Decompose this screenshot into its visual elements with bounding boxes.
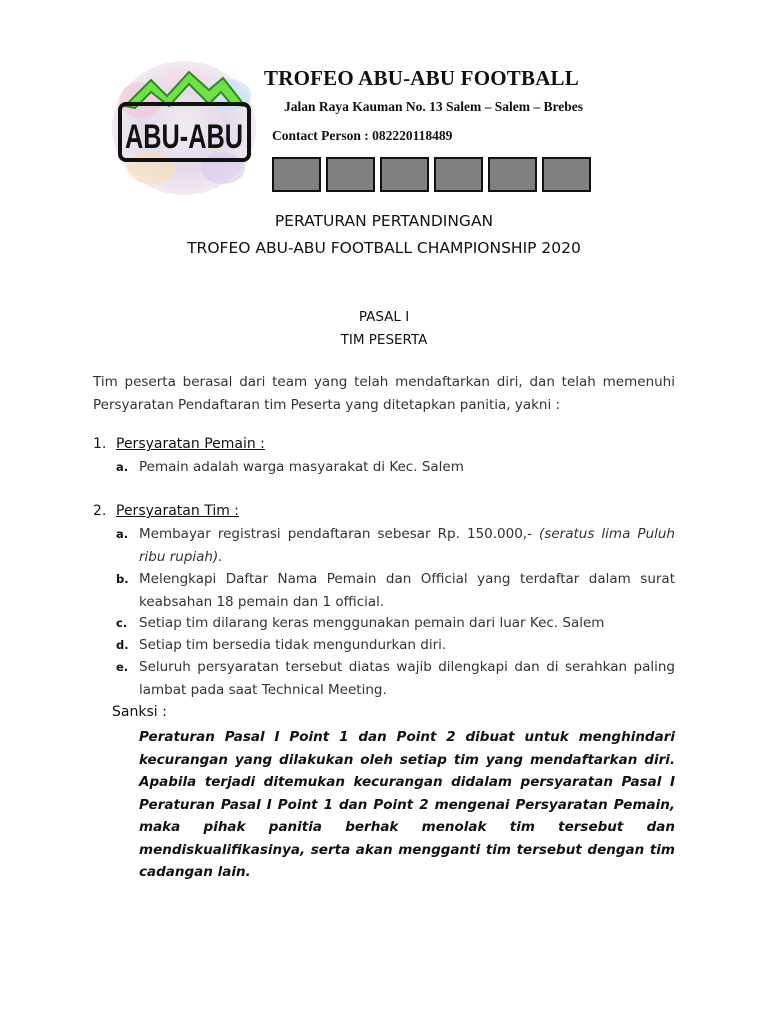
list-item-letter: a.	[116, 527, 129, 541]
list-item	[116, 456, 675, 479]
color-boxes	[272, 157, 591, 192]
color-box	[542, 157, 591, 192]
sanksi-label: Sanksi :	[112, 704, 167, 720]
pasal-name: TIM PESERTA	[340, 332, 428, 348]
list-item-text: Melengkapi Daftar Nama Pemain dan Official yang terdaftar dalam surat keabsahan 18 pemain dan 1 official.	[139, 571, 675, 610]
color-box	[434, 157, 483, 192]
document-title: PERATURAN PERTANDINGAN	[274, 212, 494, 230]
list-item	[116, 656, 675, 701]
section-title: Persyaratan Pemain :	[116, 436, 265, 452]
list-item-letter: a.	[116, 460, 129, 474]
list-item-text-main: Membayar registrasi pendaftaran sebesar Rp. 150.000,-	[139, 526, 540, 542]
list-item-text: Seluruh persyaratan tersebut diatas wajib dilengkapi dan di serahkan paling lambat pada saat Technical Meeting.	[139, 659, 675, 698]
section-number: 2.	[93, 503, 107, 519]
list-item	[116, 612, 675, 635]
list-item	[116, 523, 675, 568]
section-number: 1.	[93, 436, 107, 452]
organization-address: Jalan Raya Kauman No. 13 Salem – Salem – Brebes	[284, 99, 584, 114]
sanksi-text: Peraturan Pasal I Point 1 dan Point 2 dibuat untuk menghindari kecurangan yang dilakukan oleh setiap tim yang mendaftarkan diri. Apabila terjadi ditemukan kecurangan didalam persyaratan Pasal I Peraturan Pasal I Point 1 dan Point 2 mengenai Persyaratan Pemain, maka pihak panitia berhak menolak tim tersebut dan mendiskualifikasinya, serta akan mengganti tim tersebut dengan tim cadangan lain.	[139, 729, 675, 880]
color-box	[326, 157, 375, 192]
color-box	[380, 157, 429, 192]
document-subtitle: TROFEO ABU-ABU FOOTBALL CHAMPIONSHIP 2020	[187, 239, 581, 257]
section-title: Persyaratan Tim :	[116, 503, 240, 519]
list-item	[116, 634, 675, 657]
logo-text: ABU-ABU	[125, 118, 243, 156]
list-item-text-italic: (seratus lima Puluh ribu rupiah).	[139, 526, 675, 565]
list-item-letter: c.	[116, 616, 128, 630]
color-box	[272, 157, 321, 192]
list-item-letter: e.	[116, 660, 129, 674]
list-item-text	[139, 523, 675, 568]
list-item	[116, 568, 675, 613]
contact-person: Contact Person : 082220118489	[272, 128, 453, 143]
list-item-text: Pemain adalah warga masyarakat di Kec. Salem	[139, 459, 464, 475]
color-box	[488, 157, 537, 192]
intro-paragraph: Tim peserta berasal dari team yang telah mendaftarkan diri, dan telah memenuhi Persyaratan Pendaftaran tim Peserta yang ditetapkan panitia, yakni :	[93, 374, 675, 413]
organization-name: TROFEO ABU-ABU FOOTBALL	[264, 66, 579, 90]
list-item-text: Setiap tim bersedia tidak mengundurkan diri.	[139, 637, 447, 653]
list-item-text: Setiap tim dilarang keras menggunakan pemain dari luar Kec. Salem	[139, 615, 605, 631]
list-item-letter: d.	[116, 638, 129, 652]
logo	[111, 60, 257, 196]
pasal-number: PASAL I	[358, 309, 410, 325]
list-item-letter: b.	[116, 572, 129, 586]
